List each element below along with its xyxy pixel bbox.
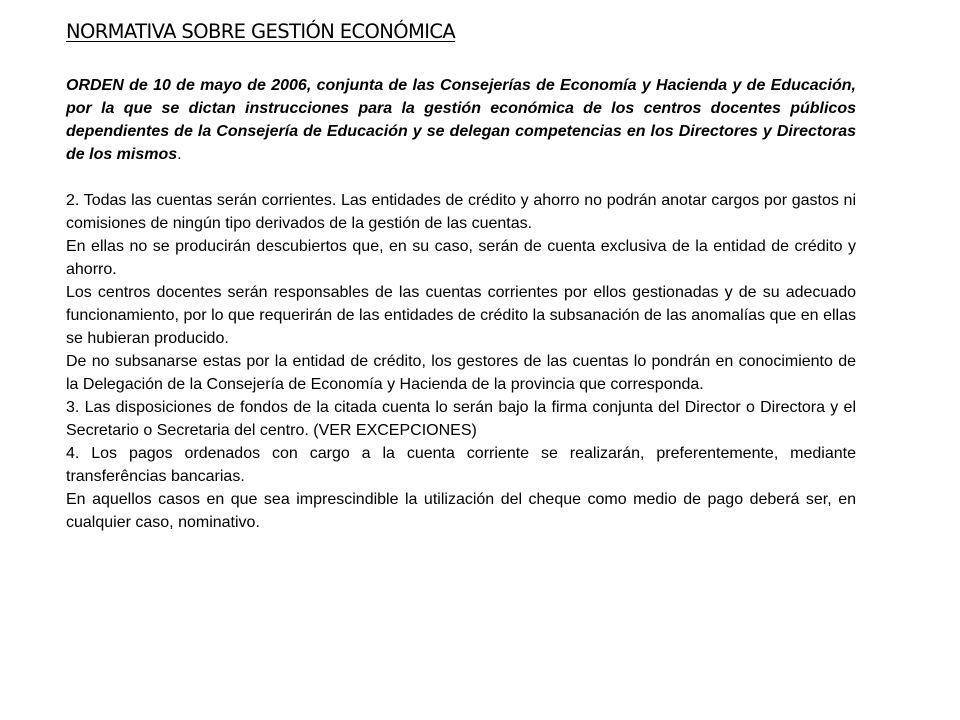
paragraph-overdrafts: En ellas no se producirán descubiertos que, en su caso, serán de cuenta exclusiva de la entidad de crédito y ahorro. (66, 238, 856, 278)
document-body (66, 74, 856, 534)
paragraph-payments: 4. Los pagos ordenados con cargo a la cuenta corriente se realizarán, preferentemente, mediante transferências bancarias. (66, 445, 856, 485)
order-heading (66, 74, 856, 166)
order-heading-text: ORDEN de 10 de mayo de 2006, conjunta de las Consejerías de Economía y Hacienda y de Educación, por la que se dictan instrucciones para la gestión económica de los centros docentes públicos dependientes de la Consejería de Educación y se delegan competencias en los Directores y Directoras de los mismos (66, 77, 856, 163)
order-heading-end: . (177, 146, 182, 163)
paragraph-accounts: 2. Todas las cuentas serán corrientes. Las entidades de crédito y ahorro no podrán anotar cargos por gastos ni comisiones de ningún tipo derivados de la gestión de las cuentas. (66, 192, 856, 232)
paragraph-disposals: 3. Las disposiciones de fondos de la citada cuenta lo serán bajo la firma conjunta del Director o Directora y el Secretario o Secretaria del centro. (VER EXCEPCIONES) (66, 399, 856, 439)
paragraph-notification: De no subsanarse estas por la entidad de crédito, los gestores de las cuentas lo pondrán en conocimiento de la Delegación de la Consejería de Economía y Hacienda de la provincia que corresponda. (66, 353, 856, 393)
page-title: NORMATIVA SOBRE GESTIÓN ECONÓMICA (66, 20, 456, 43)
paragraph-cheques: En aquellos casos en que sea imprescindible la utilización del cheque como medio de pago deberá ser, en cualquier caso, nominativo. (66, 491, 856, 531)
paragraph-responsibility: Los centros docentes serán responsables de las cuentas corrientes por ellos gestionadas y de su adecuado funcionamiento, por lo que requerirán de las entidades de crédito la subsanación de las anomalías que en ellas se hubieran producido. (66, 284, 856, 347)
